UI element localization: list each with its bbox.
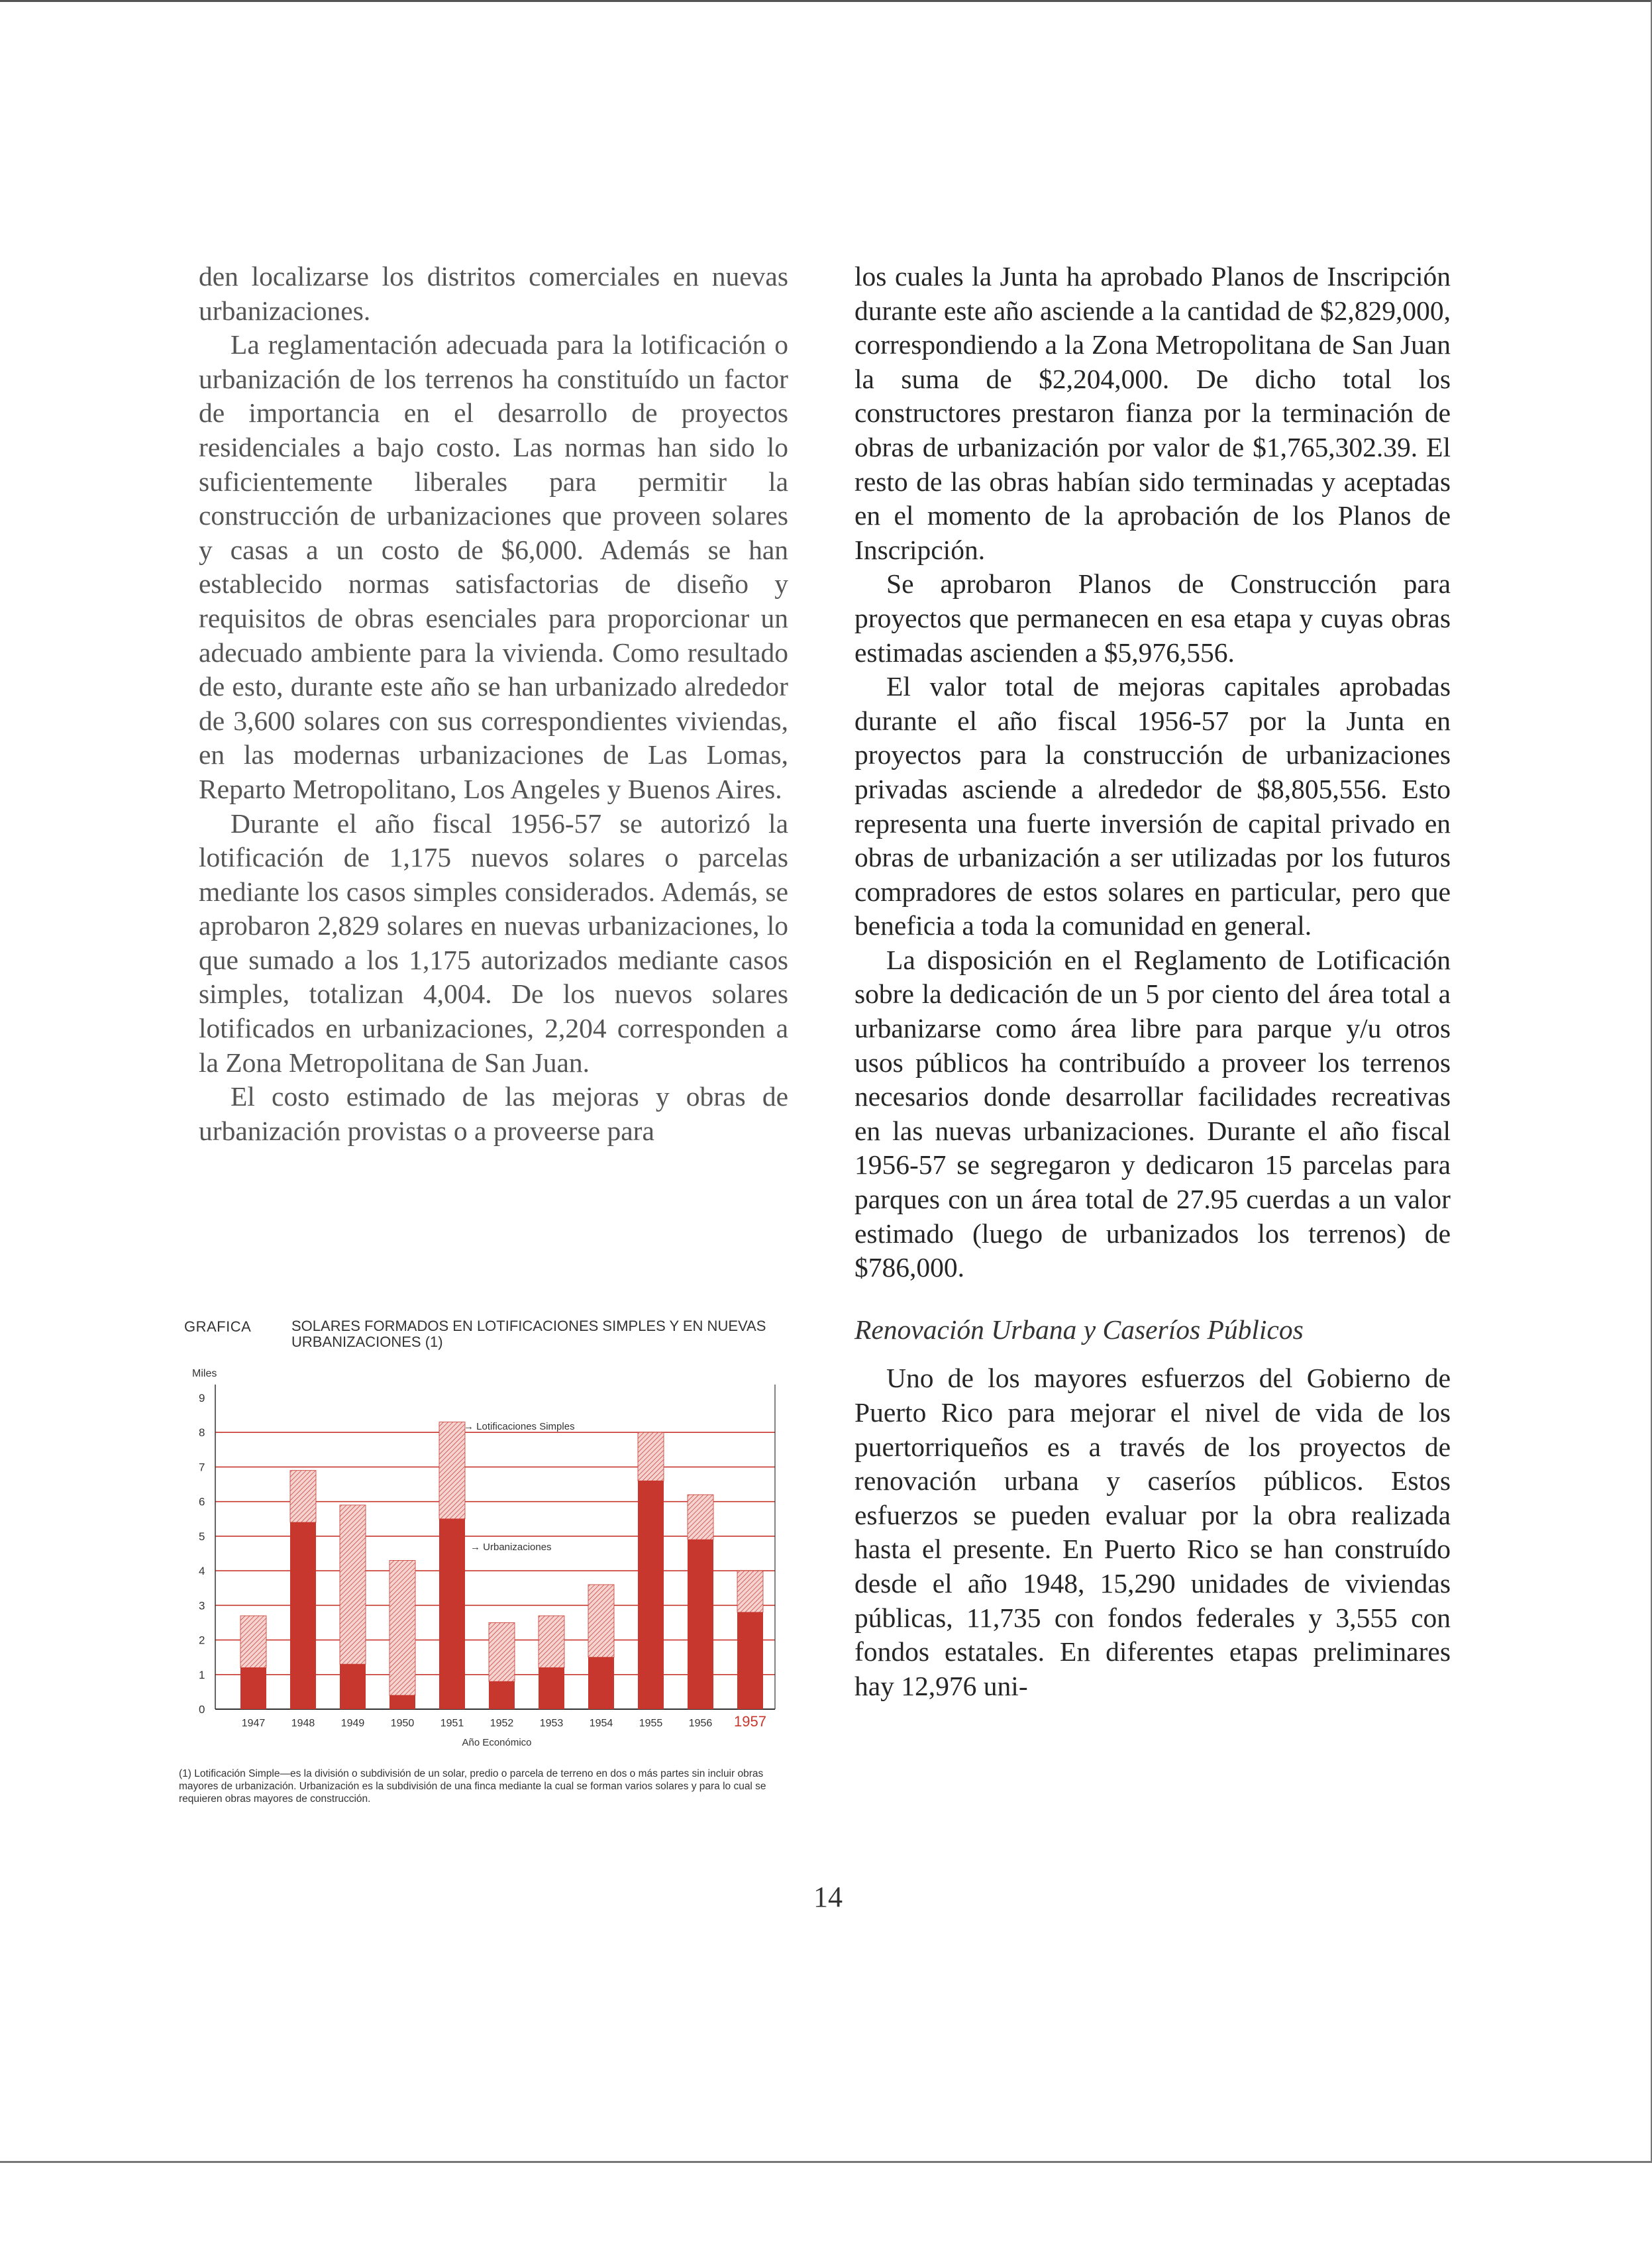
chart-x-tick-label: 1949 xyxy=(340,1718,365,1729)
section-heading: Renovación Urbana y Caseríos Públicos xyxy=(854,1314,1304,1345)
chart-y-axis-title: Miles xyxy=(192,1368,217,1379)
right-paragraph-4: La disposición en el Reglamento de Lotificación sobre la dedicación de un 5 por ciento del área total a urbanizarse como área libre para parque y/u otros usos públicos ha contribuído a proveer los terrenos necesarios donde desarrollar facilidades recreativas en las nuevas urbanizaciones. Durante el año fiscal 1956-57 se segregaron y dedicaron 15 parcelas para parques con un área total de 27.95 cuerdas a un valor estimado (luego de urbanizados los terrenos) de $786,000. xyxy=(854,944,1451,1283)
chart-y-tick-label: 9 xyxy=(199,1392,205,1404)
chart-footnote: (1) Lotificación Simple—es la división o subdivisión de un solar, predio o parcela de terreno en dos o más partes sin incluir obras mayores de urbanización. Urbanización es la subdivisión de una finca mediante la cual se forman varios solares y para lo cual se requieren obras mayores de construcción. xyxy=(179,1768,766,1805)
chart-y-tick-label: 8 xyxy=(199,1426,205,1440)
bar-chart xyxy=(179,1312,788,2259)
chart-bar-lotificaciones xyxy=(340,1505,366,1664)
right-paragraph-3: El valor total de mejoras capitales aprobadas durante el año fiscal 1956-57 por la Junta en proyectos para la construcción de urbanizaciones privadas asciende a alrededor de $8,805,556. Esto representa una fuerte inversión de capital privado en obras de urbanización a ser utilizadas por los futuros compradores de estos solares en particular, pero que beneficia a toda la comunidad en general. xyxy=(854,671,1451,941)
chart-bar-lotificaciones xyxy=(389,1560,415,1695)
chart-bar-urbanizaciones xyxy=(290,1522,316,1709)
chart-bar-urbanizaciones xyxy=(638,1481,664,1709)
chart-bar-lotificaciones xyxy=(240,1616,266,1667)
chart-bar-lotificaciones xyxy=(439,1422,465,1519)
chart-x-axis-title: Año Económico xyxy=(462,1737,532,1748)
page-number: 14 xyxy=(813,1881,843,1913)
chart-grafica-label: GRAFICA xyxy=(184,1318,252,1335)
chart-bar-urbanizaciones xyxy=(737,1612,763,1709)
chart-bar-urbanizaciones xyxy=(389,1695,415,1709)
chart-x-tick-label: 1957 xyxy=(734,1713,766,1730)
left-column xyxy=(199,260,788,1148)
chart-legend-urbanizaciones: → Urbanizaciones xyxy=(470,1541,552,1553)
chart-y-tick-label: 0 xyxy=(199,1703,205,1716)
chart-bar-lotificaciones xyxy=(539,1616,564,1667)
chart-bar-urbanizaciones xyxy=(340,1664,366,1709)
left-paragraph-2: La reglamentación adecuada para la lotificación o urbanización de los terrenos ha constituído un factor de importancia en el desarrollo de proyectos residenciales a bajo costo. Las normas han sido lo suficientemente liberales para permitir la construcción de urbanizaciones que proveen solares y casas a un costo de $6,000. Además se han establecido normas satisfactorias de diseño y requisitos de obras esenciales para proporcionar un adecuado ambiente para la vivienda. Como resultado de esto, durante este año se han urbanizado alrededor de 3,600 solares con sus correspondientes viviendas, en las modernas urbanizaciones de Las Lomas, Reparto Metropolitano, Los Angeles y Buenos Aires. xyxy=(199,329,788,804)
chart-title: SOLARES FORMADOS EN LOTIFICACIONES SIMPLES Y EN NUEVAS URBANIZACIONES (1) xyxy=(291,1318,766,1350)
right-paragraph-5: Uno de los mayores esfuerzos del Gobierno de Puerto Rico para mejorar el nivel de vida de los puertorriqueños es a través de los proyectos de renovación urbana y caseríos públicos. Estos esfuerzos se pueden evaluar por la obra realizada hasta el presente. En Puerto Rico se han construído desde el año 1948, 15,290 unidades de viviendas públicas, 11,735 con fondos federales y 3,555 con fondos estatales. En diferentes etapas preliminares hay 12,976 uni- xyxy=(854,1363,1451,1701)
chart-x-tick-label: 1955 xyxy=(639,1718,663,1729)
chart-y-tick-label: 4 xyxy=(199,1565,205,1578)
chart-legend-lotificaciones: → Lotificaciones Simples xyxy=(464,1421,575,1432)
chart-bar-urbanizaciones xyxy=(588,1657,614,1709)
chart-x-tick-label: 1952 xyxy=(490,1718,514,1729)
chart-y-tick-label: 1 xyxy=(199,1668,205,1681)
chart-x-tick-label: 1948 xyxy=(291,1718,315,1729)
chart-bar-urbanizaciones xyxy=(688,1540,713,1709)
chart-bar-lotificaciones xyxy=(688,1495,713,1540)
chart-y-tick-label: 3 xyxy=(199,1599,205,1612)
left-paragraph-3: Durante el año fiscal 1956-57 se autorizó la lotificación de 1,175 nuevos solares o parcelas mediante los casos simples considerados. Además, se aprobaron 2,829 solares en nuevas urbanizaciones, lo que sumado a los 1,175 autorizados mediante casos simples, totalizan 4,004. De los nuevos solares lotificados en urbanizaciones, 2,204 corresponden a la Zona Metropolitana de San Juan. xyxy=(199,808,788,1078)
chart-bar-lotificaciones xyxy=(489,1622,515,1681)
chart-bar-urbanizaciones xyxy=(439,1519,465,1709)
chart-bar-lotificaciones xyxy=(638,1432,664,1481)
chart-y-tick-label: 6 xyxy=(199,1495,205,1508)
chart-x-tick-label: 1950 xyxy=(390,1718,415,1729)
right-column xyxy=(854,260,1451,1703)
chart-bar-lotificaciones xyxy=(588,1585,614,1657)
chart-bar-urbanizaciones xyxy=(240,1667,266,1709)
right-paragraph-1: los cuales la Junta ha aprobado Planos de Inscripción durante este año asciende a la cantidad de $2,829,000, correspondiendo a la Zona Metropolitana de San Juan la suma de $2,204,000. De dicho total los constructores prestaron fianza por la terminación de obras de urbanización por valor de $1,765,302.39. El resto de las obras habían sido terminadas y aceptadas en el momento de la aprobación de los Planos de Inscripción. xyxy=(854,261,1451,565)
chart-bar-urbanizaciones xyxy=(489,1681,515,1709)
chart-x-tick-label: 1956 xyxy=(688,1718,713,1729)
chart-x-tick-label: 1951 xyxy=(440,1718,464,1729)
chart-svg xyxy=(179,1312,788,1775)
chart-bar-lotificaciones xyxy=(290,1471,316,1522)
chart-y-tick-label: 5 xyxy=(199,1530,205,1543)
right-paragraph-2: Se aprobaron Planos de Construcción para proyectos que permanecen en esa etapa y cuyas obras estimadas ascienden a $5,976,556. xyxy=(854,568,1451,668)
chart-bar-lotificaciones xyxy=(737,1571,763,1612)
chart-x-tick-label: 1947 xyxy=(241,1718,266,1729)
left-paragraph-1: den localizarse los distritos comerciales en nuevas urbanizaciones. xyxy=(199,261,788,326)
chart-bar-urbanizaciones xyxy=(539,1667,564,1709)
left-paragraph-4: El costo estimado de las mejoras y obras de urbanización provistas o a proveerse para xyxy=(199,1081,788,1146)
chart-y-tick-label: 7 xyxy=(199,1461,205,1474)
chart-y-tick-label: 2 xyxy=(199,1634,205,1647)
chart-x-tick-label: 1953 xyxy=(539,1718,564,1729)
chart-x-tick-label: 1954 xyxy=(589,1718,613,1729)
